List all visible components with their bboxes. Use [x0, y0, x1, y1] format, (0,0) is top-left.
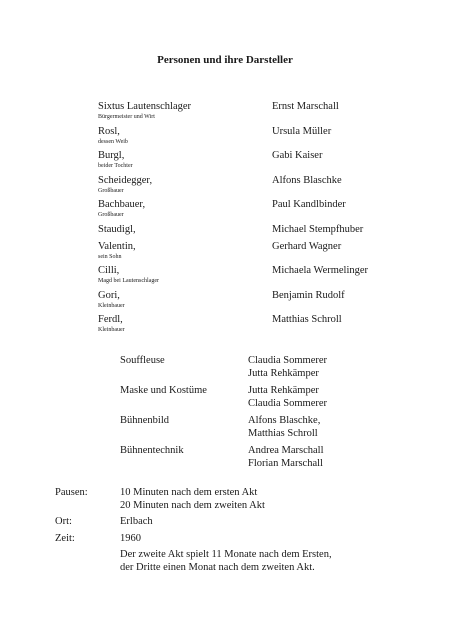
info-line: 20 Minuten nach dem zweiten Akt [120, 499, 265, 511]
role-name: Rosl, [98, 125, 120, 137]
performance-info [55, 487, 415, 578]
info-row-zeit [55, 533, 415, 546]
crew-list [120, 355, 380, 475]
crew-role: Bühnenbild [120, 415, 169, 426]
cast-row [98, 175, 398, 200]
info-line: 10 Minuten nach dem ersten Akt [120, 487, 258, 498]
role-description: sein Sohn [98, 253, 122, 260]
role-name: Sixtus Lautenschlager [98, 101, 192, 112]
role-description: Bürgermeister und Wirt [98, 114, 155, 120]
info-label: Zeit: [55, 532, 75, 544]
role-description: dessen Weib [98, 138, 128, 145]
crew-names [248, 415, 320, 440]
role-description: beider Tochter [98, 163, 133, 169]
info-value [120, 549, 332, 574]
role-name: Bachbauer, [98, 199, 146, 210]
actor-name: Ernst Marschall [272, 101, 339, 112]
crew-row [120, 355, 380, 380]
info-line: Erlbach [120, 516, 153, 527]
cast-row [98, 314, 398, 339]
role-description: Kleinbauer [98, 302, 125, 309]
role-name: Staudigl, [98, 223, 136, 235]
cast-row [98, 101, 398, 126]
cast-row [98, 265, 398, 290]
crew-row [120, 385, 380, 410]
info-value [120, 487, 265, 512]
info-row-note [55, 549, 415, 574]
role-description: Kleinbauer [98, 327, 125, 333]
role-name: Cilli, [98, 265, 120, 276]
crew-name: Claudia Sommerer [248, 355, 328, 366]
cast-row [98, 224, 398, 241]
actor-name: Michaela Wermelinger [272, 265, 369, 276]
actor-name: Alfons Blaschke [272, 174, 342, 186]
actor-name: Gabi Kaiser [272, 150, 323, 161]
info-line: Der zweite Akt spielt 11 Monate nach dem Ersten, [120, 549, 332, 560]
crew-name: Matthias Schroll [248, 427, 318, 439]
info-label: Pausen: [55, 487, 88, 498]
cast-row [98, 199, 398, 224]
cast-row [98, 290, 398, 315]
actor-name: Michael Stempfhuber [272, 223, 364, 235]
crew-row [120, 445, 380, 470]
crew-role: Souffleuse [120, 355, 165, 366]
info-value [120, 533, 141, 546]
cast-list [98, 101, 398, 339]
crew-name: Alfons Blaschke, [248, 415, 321, 426]
actor-name: Ursula Müller [272, 125, 332, 137]
page-title: Personen und ihre Darsteller [157, 54, 293, 66]
crew-row [120, 415, 380, 440]
info-row-ort [55, 516, 415, 529]
cast-row [98, 241, 398, 266]
info-label: Ort: [55, 516, 72, 527]
actor-name: Paul Kandlbinder [272, 199, 346, 210]
crew-name: Jutta Rehkämper [248, 367, 319, 379]
role-description: Großbauer [98, 187, 124, 194]
actor-name: Matthias Schroll [272, 314, 342, 325]
crew-name: Florian Marschall [248, 457, 323, 469]
crew-name: Jutta Rehkämper [248, 385, 319, 396]
info-line: der Dritte einen Monat nach dem zweiten Akt. [120, 561, 315, 573]
role-description: Magd bei Lautenschlager [98, 278, 159, 284]
role-name: Gori, [98, 289, 120, 301]
actor-name: Benjamin Rudolf [272, 289, 345, 301]
cast-row [98, 150, 398, 175]
actor-name: Gerhard Wagner [272, 240, 342, 252]
role-name: Burgl, [98, 150, 125, 161]
role-name: Scheidegger, [98, 174, 153, 186]
info-line: 1960 [120, 532, 141, 544]
role-name: Valentin, [98, 240, 136, 252]
crew-name: Andrea Marschall [248, 445, 324, 456]
info-value [120, 516, 153, 529]
crew-role: Maske und Kostüme [120, 385, 207, 396]
cast-row [98, 126, 398, 151]
role-description: Großbauer [98, 212, 124, 218]
crew-names [248, 445, 324, 470]
info-label [55, 549, 120, 574]
info-row-pausen [55, 487, 415, 512]
role-name: Ferdl, [98, 314, 123, 325]
crew-names [248, 385, 327, 410]
crew-role: Bühnentechnik [120, 445, 184, 456]
crew-name: Claudia Sommerer [248, 397, 328, 409]
crew-names [248, 355, 327, 380]
